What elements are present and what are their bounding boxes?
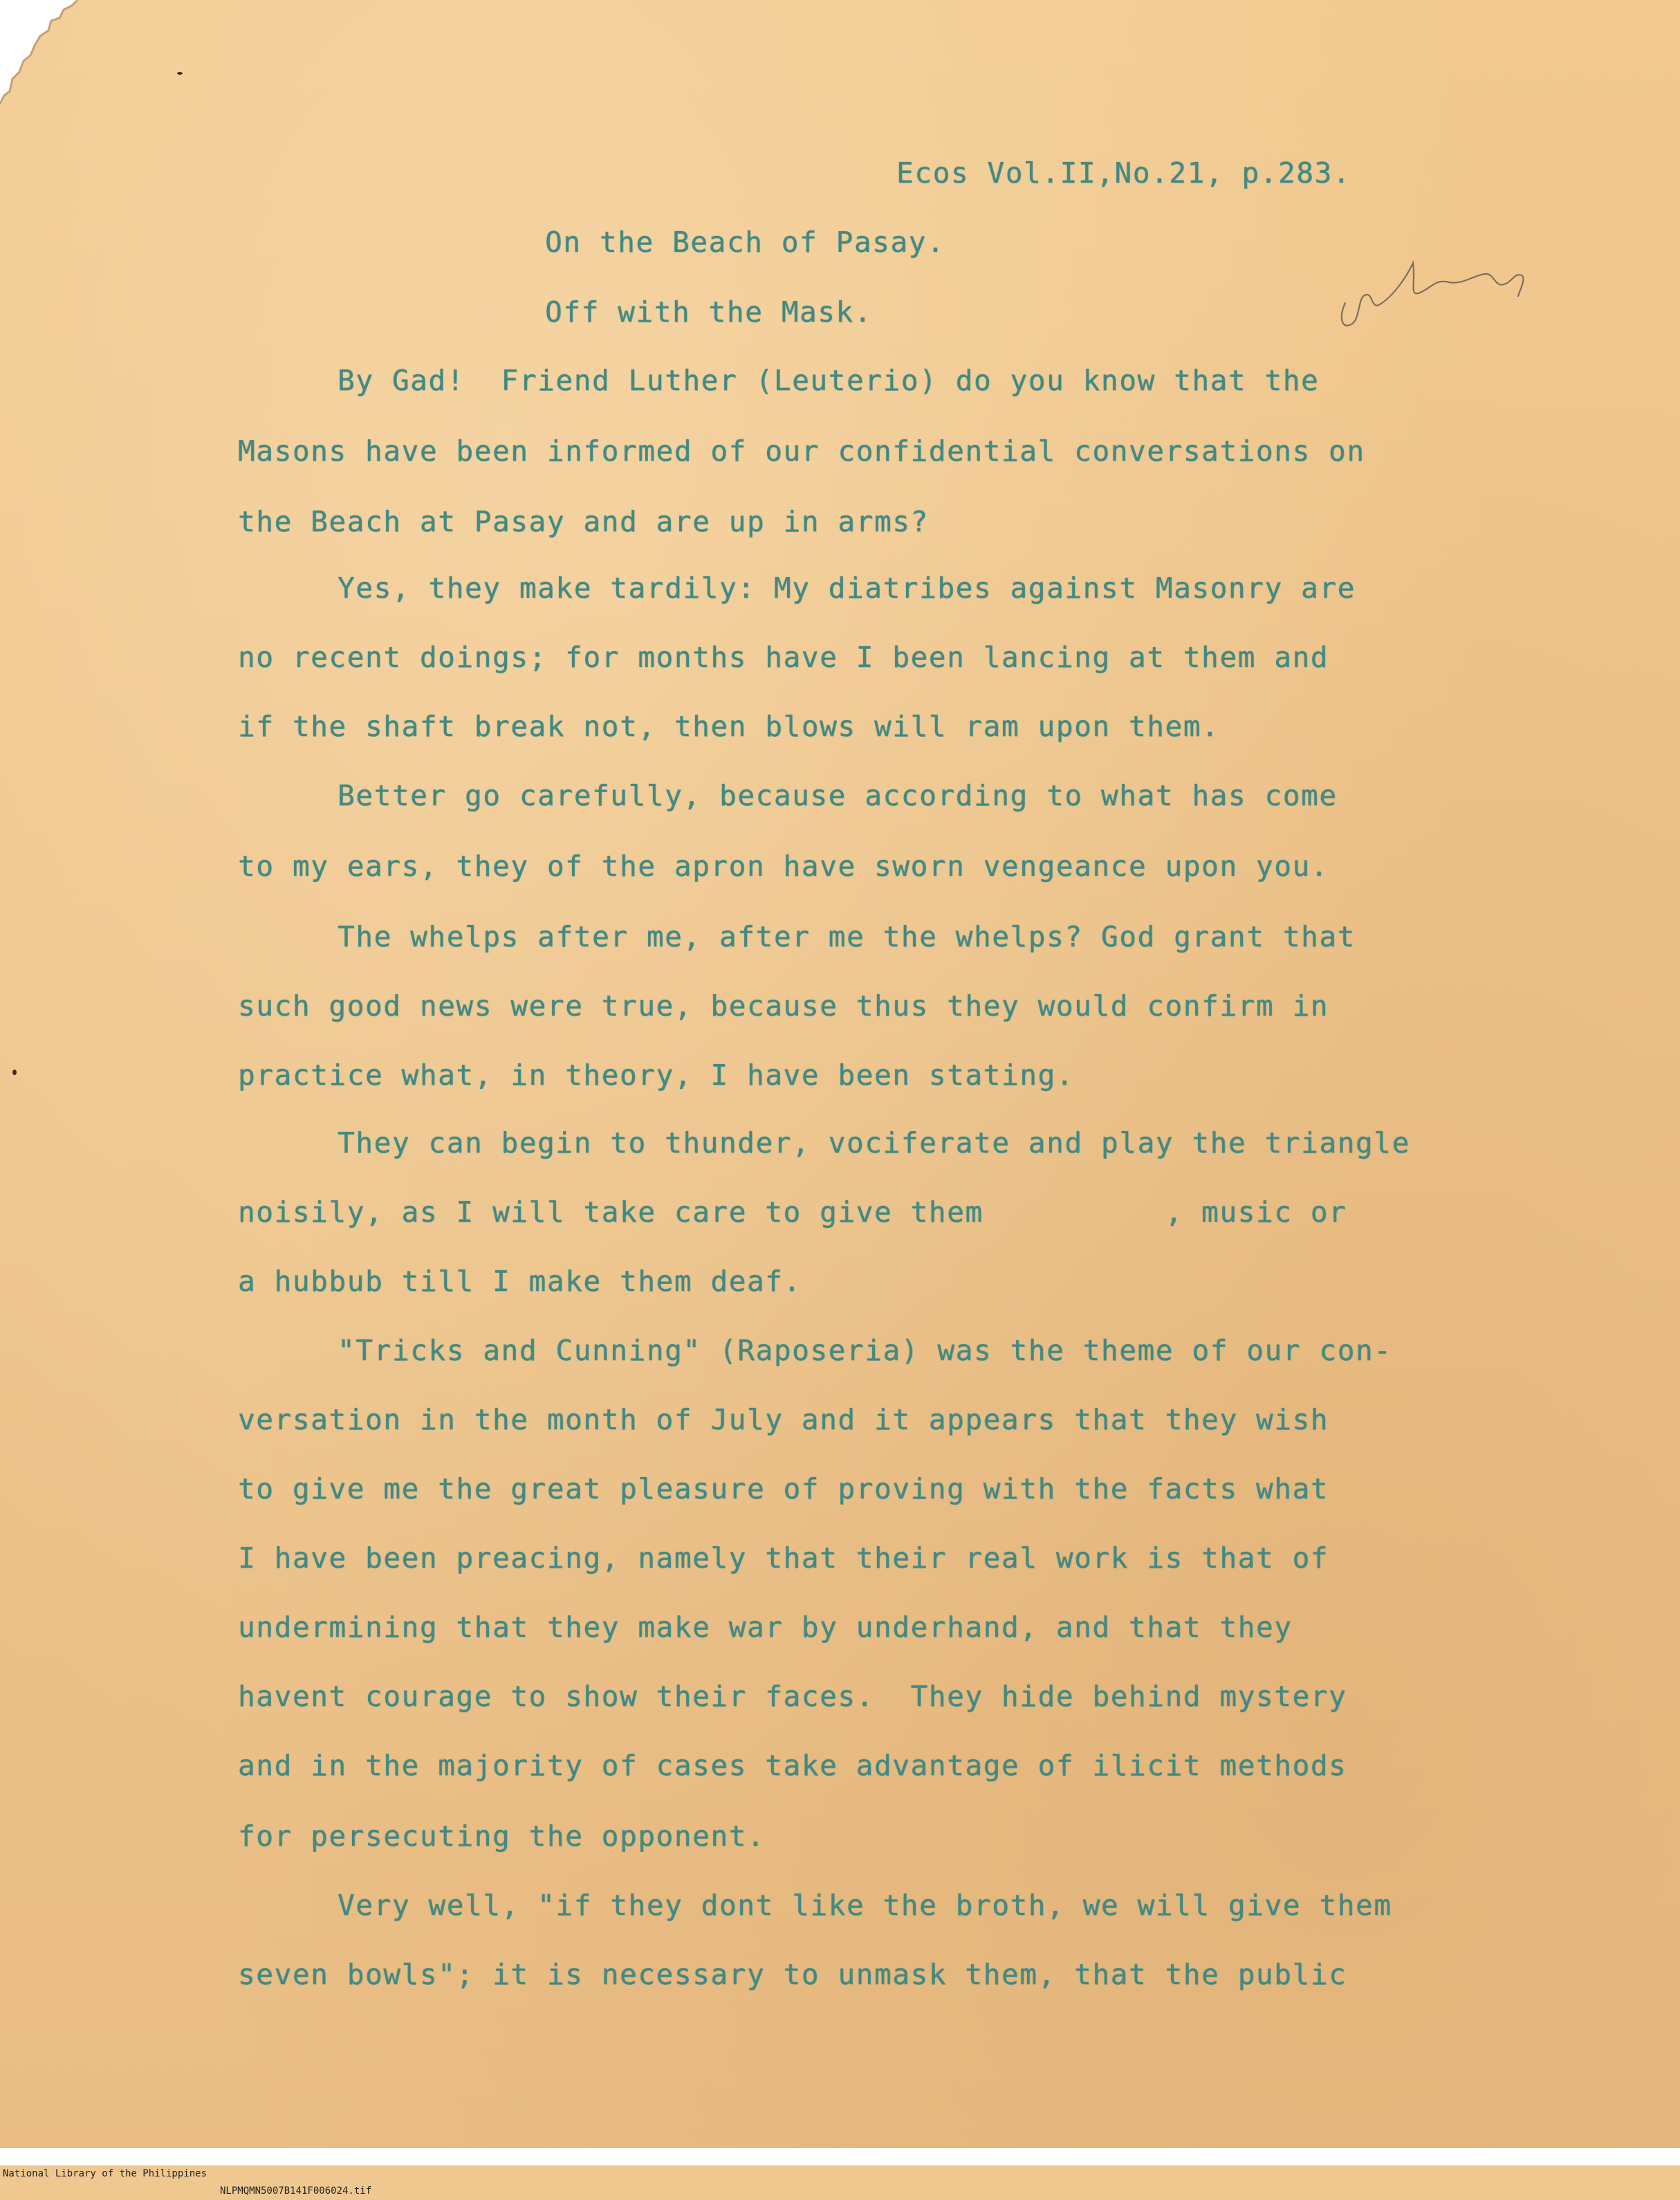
text-line: havent courage to show their faces. They hide behind mystery xyxy=(238,1680,1347,1713)
pencil-annotation xyxy=(1331,255,1546,341)
text-line: Masons have been informed of our confidential conversations on xyxy=(238,434,1365,468)
document-subtitle: Off with the Mask. xyxy=(545,295,873,329)
text-line: By Gad! Friend Luther (Leuterio) do you know that the xyxy=(338,364,1320,397)
text-line: such good news were true, because thus they would confirm in xyxy=(238,989,1329,1023)
document-title: On the Beach of Pasay. xyxy=(545,226,945,259)
text-line: "Tricks and Cunning" (Raposeria) was the theme of our con- xyxy=(338,1334,1392,1367)
text-line: seven bowls"; it is necessary to unmask them, that the public xyxy=(238,1958,1347,1991)
text-line: no recent doings; for months have I been lancing at them and xyxy=(238,641,1329,674)
text-line: and in the majority of cases take advantage of ilicit methods xyxy=(238,1749,1347,1782)
text-line: if the shaft break not, then blows will ram upon them. xyxy=(238,710,1220,743)
ink-speck xyxy=(12,1070,17,1075)
text-line: the Beach at Pasay and are up in arms? xyxy=(238,505,929,538)
text-line: Very well, "if they dont like the broth, we will give them xyxy=(338,1889,1392,1922)
text-line: versation in the month of July and it appears that they wish xyxy=(238,1403,1329,1436)
text-line: for persecuting the opponent. xyxy=(238,1819,766,1853)
document-reference: Ecos Vol.II,No.21, p.283. xyxy=(896,156,1351,190)
torn-corner xyxy=(0,0,90,104)
text-line: The whelps after me, after me the whelps? God grant that xyxy=(338,920,1356,953)
ink-speck xyxy=(177,72,183,75)
text-line: practice what, in theory, I have been stating. xyxy=(238,1058,1075,1092)
text-line: They can begin to thunder, vociferate and play the triangle xyxy=(338,1126,1410,1159)
text-line: to give me the great pleasure of proving with the facts what xyxy=(238,1472,1329,1505)
library-name: National Library of the Philippines xyxy=(3,2168,207,2179)
text-line: to my ears, they of the apron have sworn vengeance upon you. xyxy=(238,850,1329,883)
scan-filename: NLPMQMN5007B141F006024.tif xyxy=(220,2185,372,2197)
text-line: Better go carefully, because according to what has come xyxy=(338,779,1338,812)
scan-caption xyxy=(0,2148,1680,2197)
text-line: a hubbub till I make them deaf. xyxy=(238,1265,802,1298)
text-line: undermining that they make war by underhand, and that they xyxy=(238,1611,1293,1644)
text-line: Yes, they make tardily: My diatribes against Masonry are xyxy=(338,571,1356,605)
text-line: noisily, as I will take care to give them , music or xyxy=(238,1195,1347,1229)
text-line: I have been preacing, namely that their real work is that of xyxy=(238,1541,1329,1575)
